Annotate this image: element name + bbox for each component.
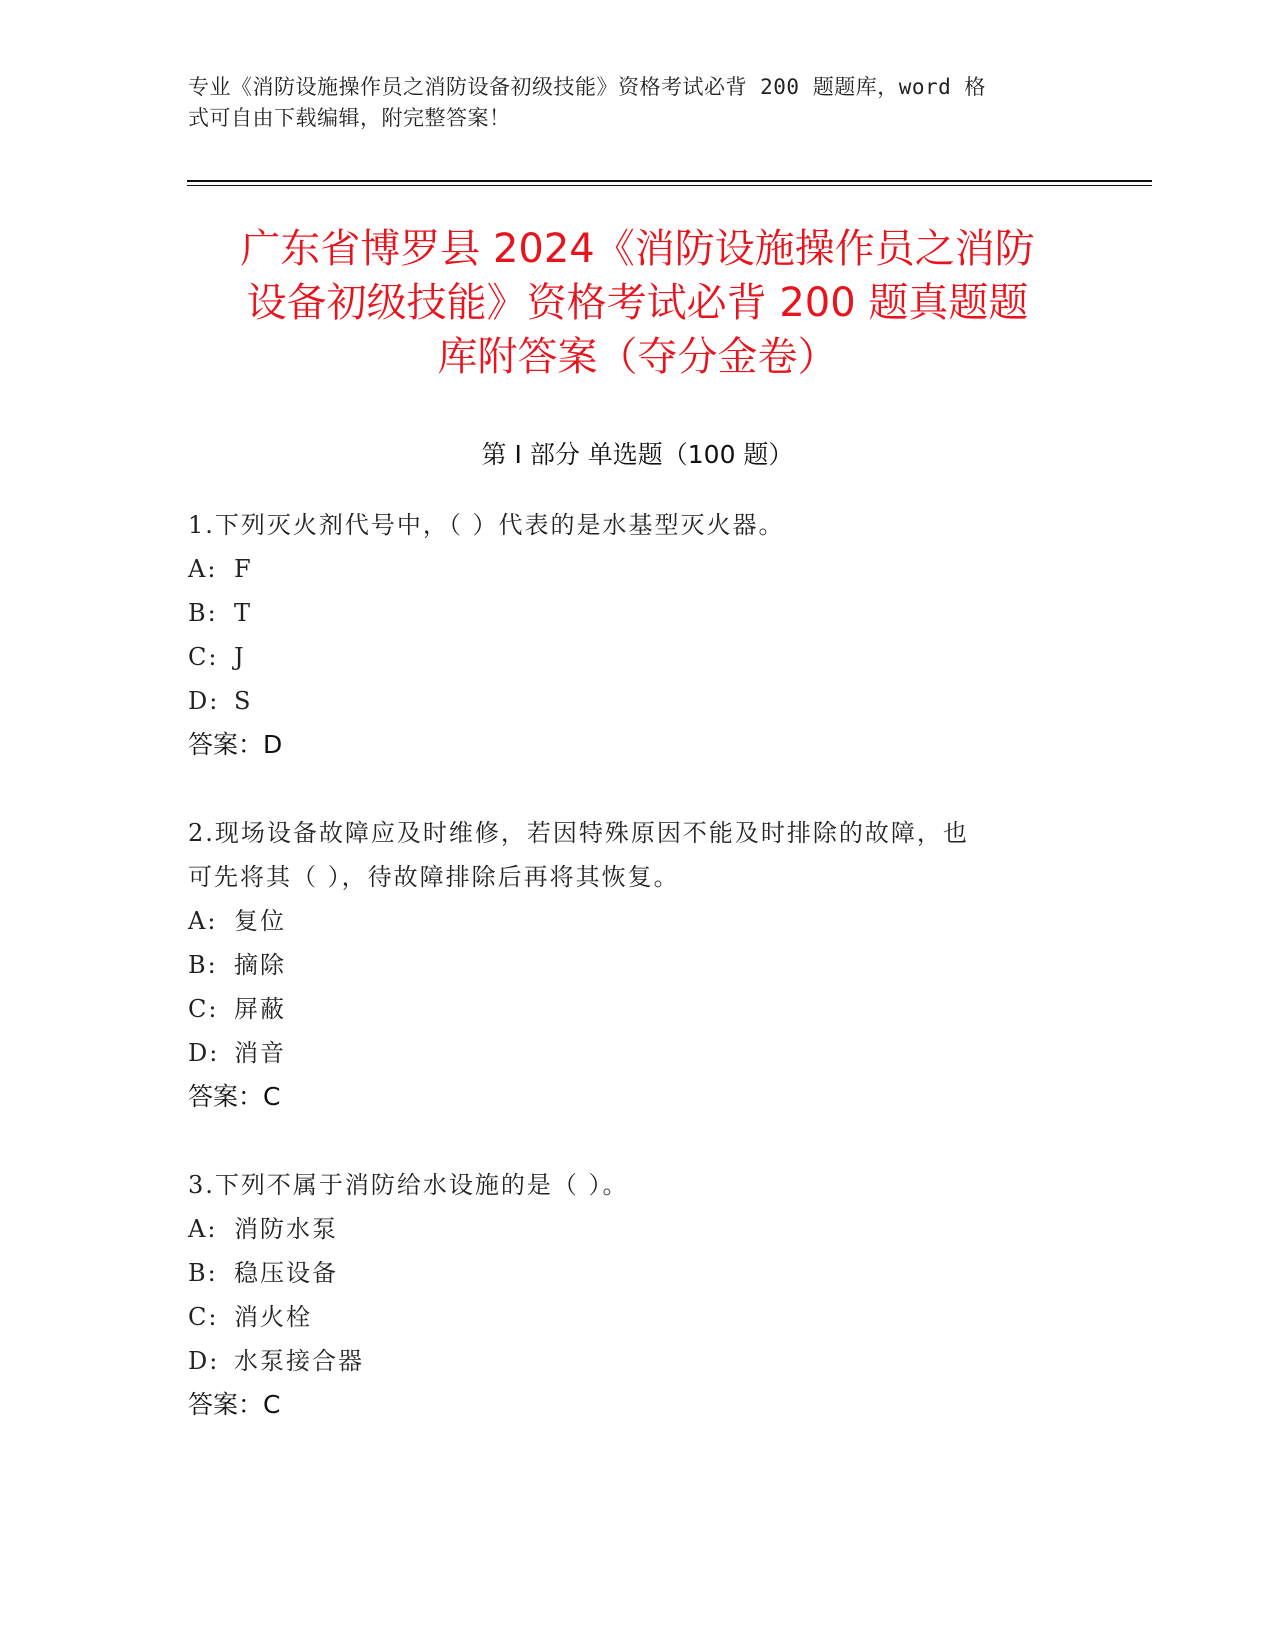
header-rule-thick	[187, 180, 1152, 182]
option-letter: C:	[188, 995, 219, 1023]
option-letter: D:	[188, 687, 220, 715]
question-stem-line-2: 可先将其（ ），待故障排除后再将其恢复。	[188, 863, 680, 891]
option-text: 水泵接合器	[234, 1347, 364, 1375]
document-title-line-2: 设备初级技能》资格考试必背 200 题真题题	[246, 280, 1029, 326]
option-b	[188, 1256, 338, 1290]
option-letter: C:	[188, 1303, 219, 1331]
document-title-line-1: 广东省博罗县 2024《消防设施操作员之消防	[240, 226, 1035, 272]
header-note-line-2: 式可自由下载编辑，附完整答案！	[188, 106, 511, 130]
option-c	[188, 640, 246, 674]
answer: 答案：C	[188, 1390, 281, 1419]
option-text: 复位	[234, 907, 286, 935]
option-text: 摘除	[234, 951, 286, 979]
option-d	[188, 684, 252, 718]
answer: 答案：D	[188, 730, 283, 759]
option-d	[188, 1036, 286, 1070]
option-letter: A:	[188, 1215, 218, 1243]
header-note	[188, 72, 1068, 134]
option-text: 消音	[234, 1039, 286, 1067]
option-letter: D:	[188, 1347, 220, 1375]
header-note-line-1: 专业《消防设施操作员之消防设备初级技能》资格考试必背 200 题题库，word 格	[188, 75, 986, 99]
header-rule-thin	[187, 185, 1152, 186]
option-a	[188, 1212, 338, 1246]
option-text: 消防水泵	[234, 1215, 338, 1243]
option-letter: C:	[188, 643, 219, 671]
option-letter: D:	[188, 1039, 220, 1067]
option-letter: A:	[188, 555, 218, 583]
option-text: 消火栓	[234, 1303, 312, 1331]
option-a	[188, 904, 286, 938]
option-letter: B:	[188, 951, 218, 979]
question-stem-line-1: 2.现场设备故障应及时维修，若因特殊原因不能及时排除的故障，也	[188, 819, 969, 847]
option-letter: A:	[188, 907, 218, 935]
option-a	[188, 552, 253, 586]
document-title-line-3: 库附答案（夺分金卷）	[437, 334, 838, 380]
document-title	[150, 222, 1125, 384]
option-b	[188, 948, 286, 982]
question-stem: 1.下列灭火剂代号中，（ ）代表的是水基型灭火器。	[188, 511, 785, 539]
answer: 答案：C	[188, 1082, 281, 1111]
option-d	[188, 1344, 364, 1378]
option-text: J	[234, 643, 246, 671]
option-text: 屏蔽	[234, 995, 286, 1023]
option-text: T	[234, 599, 253, 627]
option-c	[188, 1300, 312, 1334]
option-text: S	[234, 687, 253, 715]
section-heading: 第 I 部分 单选题（100 题）	[481, 440, 794, 469]
option-text: 稳压设备	[234, 1259, 338, 1287]
option-letter: B:	[188, 599, 218, 627]
option-text: F	[234, 555, 253, 583]
option-letter: B:	[188, 1259, 218, 1287]
option-b	[188, 596, 252, 630]
question-stem: 3.下列不属于消防给水设施的是（ ）。	[188, 1171, 629, 1199]
option-c	[188, 992, 286, 1026]
